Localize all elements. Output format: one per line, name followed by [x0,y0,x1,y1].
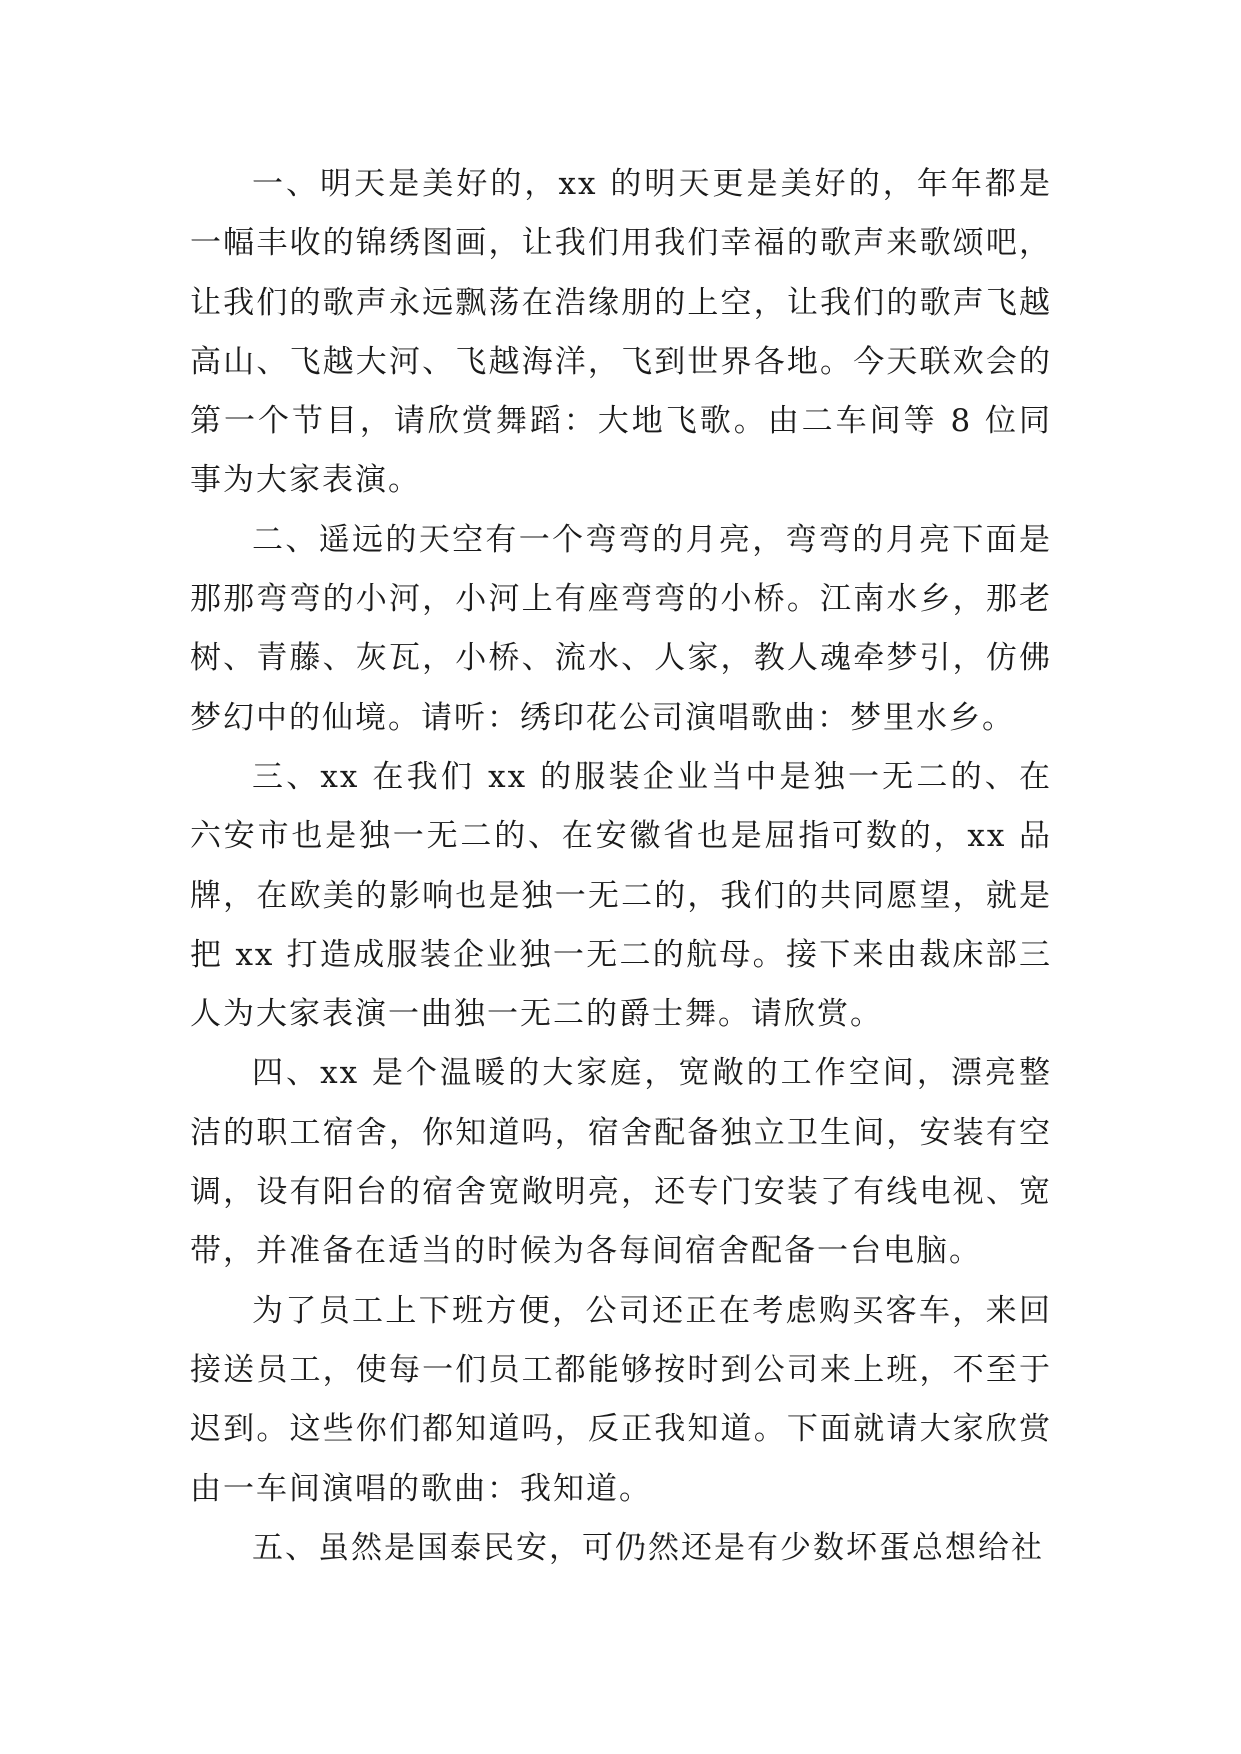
document-body [190,155,1052,1578]
paragraph-2: 二、遥远的天空有一个弯弯的月亮，弯弯的月亮下面是那那弯弯的小河，小河上有座弯弯的小桥。江南水乡，那老树、青藤、灰瓦，小桥、流水、人家，教人魂牵梦引，仿佛梦幻中的仙境。请听：绣印花公司演唱歌曲：梦里水乡。 [190,521,1052,736]
paragraph-4: 四、xx 是个温暖的大家庭，宽敞的工作空间，漂亮整洁的职工宿舍，你知道吗，宿舍配备独立卫生间，安装有空调，设有阳台的宿舍宽敞明亮，还专门安装了有线电视、宽带，并准备在适当的时候为各每间宿舍配备一台电脑。 [190,1055,1052,1270]
paragraph-6: 五、虽然是国泰民安，可仍然还是有少数坏蛋总想给社 [252,1529,1044,1566]
paragraph-3: 三、xx 在我们 xx 的服装企业当中是独一无二的、在六安市也是独一无二的、在安徽省也是屈指可数的，xx 品牌，在欧美的影响也是独一无二的，我们的共同愿望，就是把 xx 打造成服装企业独一无二的航母。接下来由裁床部三人为大家表演一曲独一无二的爵士舞。请欣赏。 [190,758,1052,1033]
paragraph-5: 为了员工上下班方便，公司还正在考虑购买客车，来回接送员工，使每一们员工都能够按时到公司来上班，不至于迟到。这些你们都知道吗，反正我知道。下面就请大家欣赏由一车间演唱的歌曲：我知道。 [190,1292,1052,1507]
paragraph-1: 一、明天是美好的，xx 的明天更是美好的，年年都是一幅丰收的锦绣图画，让我们用我们幸福的歌声来歌颂吧，让我们的歌声永远飘荡在浩缘朋的上空，让我们的歌声飞越高山、飞越大河、飞越海洋，飞到世界各地。今天联欢会的第一个节目，请欣赏舞蹈：大地飞歌。由二车间等 8 位同事为大家表演。 [190,166,1052,499]
